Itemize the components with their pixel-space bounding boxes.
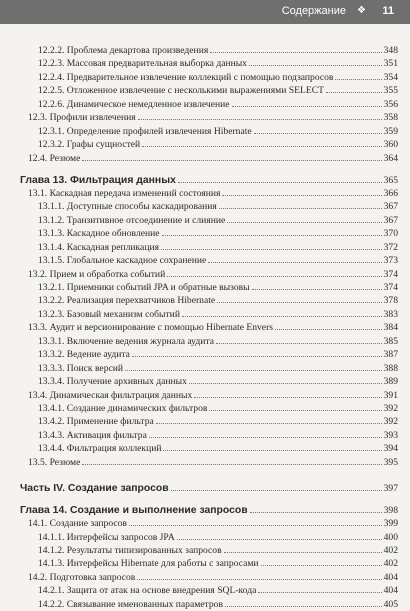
entry-title: 13.1.4. Каскадная репликация xyxy=(38,241,159,253)
dot-leader xyxy=(219,200,382,209)
toc-section-entry xyxy=(20,152,398,165)
toc-subsection-entry xyxy=(20,429,398,442)
dot-leader xyxy=(138,111,382,120)
entry-page: 402 xyxy=(383,558,398,570)
toc-subsection-entry xyxy=(20,415,398,428)
toc-group-chapter-12 xyxy=(20,44,398,165)
entry-page: 354 xyxy=(383,71,398,83)
entry-page: 395 xyxy=(383,456,398,468)
dot-leader xyxy=(178,173,382,183)
entry-title: 13.1. Каскадная передача изменений состояния xyxy=(28,187,221,199)
entry-page: 383 xyxy=(383,308,398,320)
dot-leader xyxy=(210,44,381,53)
toc-subsection-entry xyxy=(20,308,398,321)
entry-page: 370 xyxy=(383,228,398,240)
dot-leader xyxy=(217,294,381,303)
entry-title: 13.1.2. Транзитивное отсоединение и слияние xyxy=(38,214,226,226)
chapter-14-heading xyxy=(20,503,398,517)
entry-page: 399 xyxy=(383,518,398,530)
entry-page: 404 xyxy=(383,571,398,583)
toc-subsection-entry xyxy=(20,254,398,267)
toc-subsection-entry xyxy=(20,227,398,240)
chapter-title: Глава 13. Фильтрация данных xyxy=(20,174,176,186)
toc-subsection-entry xyxy=(20,200,398,213)
toc-subsection-entry xyxy=(20,531,398,544)
entry-page: 373 xyxy=(383,255,398,267)
entry-title: 12.4. Резюме xyxy=(28,152,81,164)
entry-title: 12.3. Профили извлечения xyxy=(28,112,136,124)
entry-title: 12.2.3. Массовая предварительная выборка данных xyxy=(38,58,247,70)
entry-page: 387 xyxy=(383,349,398,361)
dot-leader xyxy=(142,138,381,147)
dot-leader xyxy=(82,456,381,465)
entry-title: 12.2.2. Проблема декартова произведения xyxy=(38,45,209,56)
toc-section-entry xyxy=(20,321,398,334)
entry-page: 392 xyxy=(383,416,398,428)
dot-leader xyxy=(167,268,381,277)
entry-page: 366 xyxy=(383,187,398,199)
entry-title: 13.4.1. Создание динамических фильтров xyxy=(38,402,208,414)
dot-leader xyxy=(189,375,382,384)
toc-subsection-entry xyxy=(20,281,398,294)
dot-leader xyxy=(82,152,381,161)
entry-title: 12.3.2. Графы сущностей xyxy=(38,139,141,151)
chapter-page: 365 xyxy=(383,174,398,186)
entry-title: 14.2.2. Связывание именованных параметров xyxy=(38,598,223,610)
dot-leader xyxy=(149,429,382,438)
dot-leader xyxy=(156,415,382,424)
running-title: Содержание xyxy=(281,5,346,17)
chapter-page: 398 xyxy=(383,505,398,517)
toc-subsection-entry xyxy=(20,442,398,455)
entry-page: 393 xyxy=(383,429,398,441)
toc-subsection-entry xyxy=(20,71,398,84)
entry-page: 391 xyxy=(383,389,398,401)
entry-page: 367 xyxy=(383,214,398,226)
toc-subsection-entry xyxy=(20,44,398,57)
entry-page: 392 xyxy=(383,402,398,414)
dot-leader xyxy=(261,557,382,566)
entry-page: 359 xyxy=(383,125,398,137)
toc-subsection-entry xyxy=(20,348,398,361)
toc-subsection-entry xyxy=(20,138,398,151)
chapter-13-heading xyxy=(20,173,398,187)
toc-section-entry xyxy=(20,517,398,530)
toc-group-chapter-13 xyxy=(20,187,398,469)
entry-page: 405 xyxy=(383,598,398,610)
dot-leader xyxy=(258,584,381,593)
entry-page: 372 xyxy=(383,241,398,253)
dot-leader xyxy=(326,84,382,93)
entry-page: 400 xyxy=(383,531,398,543)
dot-leader xyxy=(275,321,382,330)
dot-leader xyxy=(162,227,382,236)
page-header xyxy=(0,0,410,24)
entry-title: 13.2.3. Базовый механизм событий xyxy=(38,308,180,320)
dot-leader xyxy=(208,254,381,263)
entry-page: 402 xyxy=(383,545,398,556)
toc-subsection-entry xyxy=(20,557,398,570)
toc-subsection-entry xyxy=(20,98,398,111)
dot-leader xyxy=(129,517,382,526)
dot-leader xyxy=(225,598,382,607)
dot-leader xyxy=(250,503,382,513)
part-4-heading xyxy=(20,481,398,495)
entry-title: 12.3.1. Определение профилей извлечения Hibernate xyxy=(38,125,252,137)
entry-page: 364 xyxy=(383,152,398,164)
chapter-title: Глава 14. Создание и выполнение запросов xyxy=(20,505,248,517)
toc-section-entry xyxy=(20,268,398,281)
entry-page: 374 xyxy=(383,282,398,293)
toc-section-entry xyxy=(20,187,398,200)
dot-leader xyxy=(252,281,382,290)
entry-page: 355 xyxy=(383,85,398,97)
toc-subsection-entry xyxy=(20,241,398,254)
dot-leader xyxy=(335,71,381,80)
dot-leader xyxy=(161,241,382,250)
entry-title: 13.1.1. Доступные способы каскадирования xyxy=(38,201,217,213)
toc-subsection-entry xyxy=(20,335,398,348)
dot-leader xyxy=(137,571,381,580)
entry-title: 13.4.2. Применение фильтра xyxy=(38,416,154,428)
entry-title: 13.2. Прием и обработка событий xyxy=(28,268,166,280)
entry-title: 12.2.4. Предварительное извлечение коллекций с помощью подзапросов xyxy=(38,71,334,83)
dot-leader xyxy=(182,308,382,317)
entry-title: 13.2.2. Реализация перехватчиков Hibernate xyxy=(38,295,216,307)
toc-section-entry xyxy=(20,111,398,124)
dot-leader xyxy=(171,481,382,491)
entry-title: 13.3.3. Поиск версий xyxy=(38,362,124,374)
entry-title: 14.1.1. Интерфейсы запросов JPA xyxy=(38,531,175,543)
toc-section-entry xyxy=(20,571,398,584)
entry-title: 13.2.1. Приемники событий JPA и обратные вызовы xyxy=(38,282,250,293)
dot-leader xyxy=(222,187,381,196)
entry-title: 13.3.1. Включение ведения журнала аудита xyxy=(38,335,214,347)
entry-page: 360 xyxy=(383,139,398,151)
toc-section-entry xyxy=(20,389,398,402)
entry-page: 384 xyxy=(383,322,398,334)
entry-page: 358 xyxy=(383,112,398,124)
entry-title: 13.3. Аудит и версионирование с помощью Hibernate Envers xyxy=(28,322,273,334)
part-page: 397 xyxy=(383,483,398,495)
entry-title: 13.1.3. Каскадное обновление xyxy=(38,228,160,240)
dot-leader xyxy=(227,214,381,223)
toc-subsection-entry xyxy=(20,362,398,375)
toc-subsection-entry xyxy=(20,584,398,597)
entry-title: 14.2. Подготовка запросов xyxy=(28,571,136,583)
entry-page: 351 xyxy=(383,58,398,70)
toc-subsection-entry xyxy=(20,375,398,388)
dot-leader xyxy=(224,544,382,553)
dot-leader xyxy=(232,98,382,107)
dot-leader xyxy=(163,442,381,451)
toc-subsection-entry xyxy=(20,84,398,97)
toc-subsection-entry xyxy=(20,598,398,611)
entry-page: 367 xyxy=(383,201,398,213)
entry-page: 388 xyxy=(383,362,398,374)
dot-leader xyxy=(249,57,382,66)
table-of-contents xyxy=(20,44,398,611)
entry-title: 14.1.2. Результаты типизированных запросов xyxy=(38,545,222,556)
entry-page: 348 xyxy=(383,45,398,56)
entry-title: 14.2.1. Защита от атак на основе внедрения SQL-кода xyxy=(38,585,257,597)
dot-leader xyxy=(254,125,382,134)
toc-subsection-entry xyxy=(20,402,398,415)
toc-group-chapter-14 xyxy=(20,517,398,611)
dot-leader xyxy=(194,389,381,398)
entry-title: 14.1. Создание запросов xyxy=(28,518,127,530)
toc-subsection-entry xyxy=(20,294,398,307)
entry-page: 394 xyxy=(383,443,398,455)
entry-page: 385 xyxy=(383,335,398,347)
dot-leader xyxy=(216,335,382,344)
part-title: Часть IV. Создание запросов xyxy=(20,483,169,495)
entry-title: 13.1.5. Глобальное каскадное сохранение xyxy=(38,255,207,267)
page-number: 11 xyxy=(382,5,394,17)
diamond-ornament-icon: ❖ xyxy=(357,5,366,16)
toc-subsection-entry xyxy=(20,544,398,557)
toc-subsection-entry xyxy=(20,125,398,138)
entry-title: 12.2.6. Динамическое немедленное извлечение xyxy=(38,98,230,110)
dot-leader xyxy=(125,362,382,371)
entry-title: 13.4.4. Фильтрация коллекций xyxy=(38,443,162,455)
entry-title: 13.5. Резюме xyxy=(28,456,81,468)
dot-leader xyxy=(132,348,382,357)
entry-page: 356 xyxy=(383,98,398,110)
toc-subsection-entry xyxy=(20,214,398,227)
dot-leader xyxy=(177,531,382,540)
entry-title: 13.4. Динамическая фильтрация данных xyxy=(28,389,193,401)
entry-title: 14.1.3. Интерфейсы Hibernate для работы с запросами xyxy=(38,558,259,570)
entry-title: 12.2.5. Отложенное извлечение с несколькими выражениями SELECT xyxy=(38,85,324,97)
entry-title: 13.3.2. Ведение аудита xyxy=(38,349,130,361)
entry-title: 13.3.4. Получение архивных данных xyxy=(38,376,187,388)
entry-page: 389 xyxy=(383,376,398,388)
entry-page: 374 xyxy=(383,268,398,280)
entry-page: 404 xyxy=(383,585,398,597)
entry-title: 13.4.3. Активация фильтра xyxy=(38,429,147,441)
dot-leader xyxy=(209,402,381,411)
entry-page: 378 xyxy=(383,295,398,307)
toc-subsection-entry xyxy=(20,57,398,70)
toc-section-entry xyxy=(20,456,398,469)
